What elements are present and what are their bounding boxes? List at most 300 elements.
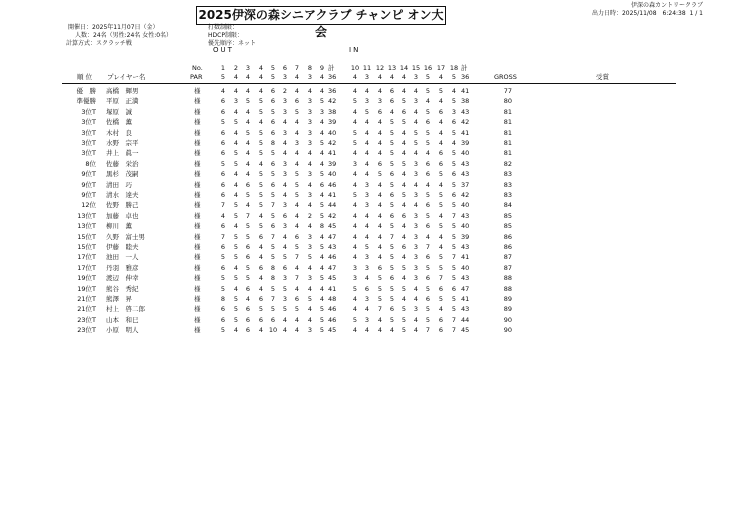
printed-at: 2025/11/08 6:24:38 bbox=[621, 10, 686, 17]
out-total: 46 bbox=[328, 253, 337, 262]
score-in: 4 bbox=[413, 149, 419, 158]
score-out: 4 bbox=[307, 149, 313, 158]
score-out: 6 bbox=[245, 284, 251, 293]
score-out: 5 bbox=[270, 170, 276, 179]
hole-number-in: 15 bbox=[411, 64, 421, 72]
score-out: 7 bbox=[245, 211, 251, 220]
honorific: 様 bbox=[194, 170, 201, 179]
score-out: 5 bbox=[220, 274, 226, 283]
score-in: 3 bbox=[364, 253, 370, 262]
score-out: 5 bbox=[294, 243, 300, 251]
score-out: 5 bbox=[233, 305, 239, 314]
score-in: 4 bbox=[352, 170, 358, 179]
score-out: 5 bbox=[233, 201, 239, 210]
rank-cell: 19位T bbox=[77, 274, 96, 283]
score-out: 3 bbox=[282, 295, 288, 303]
score-in: 5 bbox=[425, 263, 431, 272]
score-in: 4 bbox=[364, 326, 370, 335]
score-in: 5 bbox=[451, 305, 457, 314]
par-in: 4 bbox=[352, 73, 358, 81]
score-out: 5 bbox=[233, 295, 239, 303]
honorific: 様 bbox=[194, 211, 201, 220]
rank-cell: 13位T bbox=[77, 211, 96, 220]
score-out: 5 bbox=[258, 191, 264, 199]
score-out: 3 bbox=[233, 97, 239, 106]
score-out: 4 bbox=[258, 326, 264, 335]
score-out: 5 bbox=[245, 263, 251, 272]
score-out: 4 bbox=[294, 222, 300, 231]
score-out: 3 bbox=[282, 107, 288, 116]
score-in: 6 bbox=[389, 305, 395, 314]
in-total: 43 bbox=[461, 243, 470, 251]
hole-number-out: 1 bbox=[220, 64, 226, 72]
score-in: 4 bbox=[352, 326, 358, 335]
out-total: 42 bbox=[328, 97, 337, 106]
score-out: 3 bbox=[307, 139, 313, 147]
score-in: 4 bbox=[413, 284, 419, 293]
score-out: 4 bbox=[258, 274, 264, 283]
score-in: 4 bbox=[352, 232, 358, 241]
rank-cell: 21位T bbox=[77, 305, 96, 314]
player-name: 久野 富士男 bbox=[106, 232, 145, 241]
rank-cell: 15位T bbox=[77, 243, 96, 251]
rank-cell: 17位T bbox=[77, 263, 96, 272]
score-in: 5 bbox=[451, 128, 457, 137]
score-in: 4 bbox=[401, 274, 407, 283]
score-in: 3 bbox=[364, 201, 370, 210]
table-row bbox=[0, 263, 750, 273]
hole-number-out: 4 bbox=[258, 64, 264, 72]
honorific: 様 bbox=[194, 191, 201, 199]
score-in: 4 bbox=[352, 87, 358, 95]
honorific: 様 bbox=[194, 222, 201, 231]
score-in: 5 bbox=[389, 263, 395, 272]
score-in: 4 bbox=[451, 87, 457, 95]
score-in: 3 bbox=[413, 222, 419, 231]
score-out: 4 bbox=[258, 211, 264, 220]
in-total: 40 bbox=[461, 149, 470, 158]
score-in: 7 bbox=[377, 305, 383, 314]
out-total-header: 計 bbox=[328, 64, 335, 72]
score-in: 4 bbox=[401, 128, 407, 137]
honorific: 様 bbox=[194, 263, 201, 272]
in-total: 39 bbox=[461, 232, 470, 241]
par-out: 4 bbox=[233, 73, 239, 81]
score-out: 4 bbox=[282, 118, 288, 127]
score-out: 4 bbox=[307, 159, 313, 168]
score-out: 4 bbox=[294, 118, 300, 127]
score-in: 3 bbox=[451, 107, 457, 116]
gross-score: 81 bbox=[503, 139, 512, 147]
par-out: 4 bbox=[258, 73, 264, 81]
score-in: 5 bbox=[425, 128, 431, 137]
score-in: 6 bbox=[425, 170, 431, 179]
score-out: 5 bbox=[233, 159, 239, 168]
score-in: 5 bbox=[438, 170, 444, 179]
gross-header: GROSS bbox=[494, 73, 517, 81]
score-in: 4 bbox=[438, 232, 444, 241]
score-out: 7 bbox=[270, 232, 276, 241]
player-name: 佐野 勝己 bbox=[106, 201, 139, 210]
player-name: 丹羽 雅彦 bbox=[106, 263, 139, 272]
score-out: 3 bbox=[282, 128, 288, 137]
table-row bbox=[0, 221, 750, 231]
score-in: 4 bbox=[352, 305, 358, 314]
in-total: 42 bbox=[461, 118, 470, 127]
score-out: 4 bbox=[233, 180, 239, 189]
score-out: 6 bbox=[270, 180, 276, 189]
score-out: 5 bbox=[233, 149, 239, 158]
score-out: 6 bbox=[270, 159, 276, 168]
score-out: 6 bbox=[220, 128, 226, 137]
rank-cell: 3位T bbox=[81, 107, 96, 116]
rank-cell: 9位T bbox=[81, 180, 96, 189]
score-in: 6 bbox=[451, 284, 457, 293]
player-name: 山本 和巳 bbox=[106, 315, 139, 324]
score-out: 5 bbox=[319, 243, 325, 251]
table-row bbox=[0, 325, 750, 335]
score-out: 4 bbox=[294, 128, 300, 137]
score-in: 4 bbox=[352, 222, 358, 231]
player-name: 佐橋 薫 bbox=[106, 118, 132, 127]
table-row bbox=[0, 190, 750, 200]
player-name: 塚原 誠 bbox=[106, 107, 132, 116]
score-in: 6 bbox=[401, 211, 407, 220]
par-out: 4 bbox=[319, 73, 325, 81]
score-in: 5 bbox=[438, 222, 444, 231]
score-in: 3 bbox=[352, 274, 358, 283]
score-out: 4 bbox=[319, 295, 325, 303]
score-in: 4 bbox=[401, 222, 407, 231]
in-total: 40 bbox=[461, 222, 470, 231]
hole-number-in: 11 bbox=[362, 64, 372, 72]
score-in: 5 bbox=[425, 191, 431, 199]
score-out: 8 bbox=[220, 295, 226, 303]
score-in: 6 bbox=[438, 149, 444, 158]
score-in: 4 bbox=[401, 180, 407, 189]
score-in: 6 bbox=[438, 284, 444, 293]
score-in: 5 bbox=[389, 284, 395, 293]
out-total: 36 bbox=[328, 87, 337, 95]
score-out: 4 bbox=[282, 149, 288, 158]
score-out: 5 bbox=[319, 305, 325, 314]
hole-number-out: 3 bbox=[245, 64, 251, 72]
player-name: 黒杉 茂嗣 bbox=[106, 170, 139, 179]
score-out: 5 bbox=[319, 326, 325, 335]
score-out: 4 bbox=[258, 284, 264, 293]
hole-number-out: 5 bbox=[270, 64, 276, 72]
score-in: 4 bbox=[364, 139, 370, 147]
score-in: 5 bbox=[451, 232, 457, 241]
score-in: 5 bbox=[451, 222, 457, 231]
score-in: 4 bbox=[413, 180, 419, 189]
score-out: 5 bbox=[294, 180, 300, 189]
score-in: 5 bbox=[451, 97, 457, 106]
in-total: 38 bbox=[461, 97, 470, 106]
score-in: 3 bbox=[413, 170, 419, 179]
score-in: 4 bbox=[364, 222, 370, 231]
score-in: 4 bbox=[377, 222, 383, 231]
rank-cell: 3位T bbox=[81, 118, 96, 127]
table-row bbox=[0, 117, 750, 127]
out-label: OUT bbox=[213, 46, 234, 54]
score-in: 3 bbox=[413, 305, 419, 314]
score-out: 3 bbox=[282, 274, 288, 283]
score-out: 6 bbox=[220, 97, 226, 106]
player-name: 佐藤 栄治 bbox=[106, 159, 139, 168]
score-out: 4 bbox=[294, 211, 300, 220]
rank-cell: 13位T bbox=[77, 222, 96, 231]
score-out: 4 bbox=[294, 201, 300, 210]
score-out: 3 bbox=[307, 107, 313, 116]
score-out: 5 bbox=[294, 107, 300, 116]
honorific: 様 bbox=[194, 232, 201, 241]
out-total: 48 bbox=[328, 295, 337, 303]
score-out: 5 bbox=[233, 118, 239, 127]
hole-number-in: 14 bbox=[399, 64, 409, 72]
score-in: 4 bbox=[389, 107, 395, 116]
score-in: 6 bbox=[425, 201, 431, 210]
in-total: 42 bbox=[461, 191, 470, 199]
score-out: 2 bbox=[307, 211, 313, 220]
score-in: 5 bbox=[389, 118, 395, 127]
score-out: 5 bbox=[270, 305, 276, 314]
score-in: 5 bbox=[438, 191, 444, 199]
page-number: 1 / 1 bbox=[689, 10, 703, 17]
score-out: 6 bbox=[220, 170, 226, 179]
score-in: 4 bbox=[438, 243, 444, 251]
score-in: 4 bbox=[377, 149, 383, 158]
score-in: 7 bbox=[451, 326, 457, 335]
honorific: 様 bbox=[194, 97, 201, 106]
score-out: 6 bbox=[220, 305, 226, 314]
out-total: 43 bbox=[328, 243, 337, 251]
score-in: 4 bbox=[364, 118, 370, 127]
score-in: 4 bbox=[377, 180, 383, 189]
score-out: 6 bbox=[245, 180, 251, 189]
score-in: 7 bbox=[451, 211, 457, 220]
score-out: 5 bbox=[258, 139, 264, 147]
score-in: 3 bbox=[364, 180, 370, 189]
score-out: 6 bbox=[220, 107, 226, 116]
score-out: 3 bbox=[282, 97, 288, 106]
gross-score: 86 bbox=[503, 243, 512, 251]
score-out: 4 bbox=[282, 326, 288, 335]
in-total: 39 bbox=[461, 139, 470, 147]
score-in: 6 bbox=[451, 170, 457, 179]
out-total: 38 bbox=[328, 107, 337, 116]
score-out: 5 bbox=[319, 315, 325, 324]
score-out: 3 bbox=[282, 222, 288, 231]
score-in: 7 bbox=[425, 326, 431, 335]
table-row bbox=[0, 107, 750, 117]
score-out: 5 bbox=[233, 232, 239, 241]
in-total: 43 bbox=[461, 107, 470, 116]
score-in: 4 bbox=[425, 97, 431, 106]
score-in: 4 bbox=[352, 253, 358, 262]
score-in: 4 bbox=[438, 97, 444, 106]
score-out: 5 bbox=[282, 305, 288, 314]
honorific: 様 bbox=[194, 118, 201, 127]
honorific: 様 bbox=[194, 243, 201, 251]
score-in: 4 bbox=[413, 315, 419, 324]
honorific: 様 bbox=[194, 305, 201, 314]
rank-cell: 準優勝 bbox=[76, 97, 96, 106]
score-in: 3 bbox=[413, 159, 419, 168]
score-out: 8 bbox=[270, 263, 276, 272]
score-out: 5 bbox=[245, 128, 251, 137]
in-total: 43 bbox=[461, 159, 470, 168]
in-total-header: 計 bbox=[461, 64, 468, 72]
score-out: 5 bbox=[319, 201, 325, 210]
printed-label: 出力日時： bbox=[591, 10, 622, 17]
score-out: 4 bbox=[282, 315, 288, 324]
in-total: 40 bbox=[461, 201, 470, 210]
score-in: 5 bbox=[352, 139, 358, 147]
score-in: 5 bbox=[451, 149, 457, 158]
score-in: 4 bbox=[401, 295, 407, 303]
player-name: 清水 達夫 bbox=[106, 191, 139, 199]
score-out: 5 bbox=[270, 284, 276, 293]
score-in: 5 bbox=[425, 315, 431, 324]
out-total: 40 bbox=[328, 170, 337, 179]
score-out: 4 bbox=[282, 180, 288, 189]
score-out: 4 bbox=[307, 263, 313, 272]
score-in: 6 bbox=[389, 87, 395, 95]
in-total: 43 bbox=[461, 305, 470, 314]
report-title: 2025伊深の森シニアクラブ チャンピ オン大会 bbox=[196, 6, 446, 25]
honorific: 様 bbox=[194, 128, 201, 137]
hole-number-in: 18 bbox=[449, 64, 459, 72]
table-row bbox=[0, 86, 750, 96]
score-out: 5 bbox=[319, 211, 325, 220]
out-total: 47 bbox=[328, 263, 337, 272]
score-out: 4 bbox=[294, 159, 300, 168]
hole-number-in: 17 bbox=[436, 64, 446, 72]
out-total: 46 bbox=[328, 180, 337, 189]
out-total: 39 bbox=[328, 118, 337, 127]
in-total: 45 bbox=[461, 326, 470, 335]
par-out: 4 bbox=[294, 73, 300, 81]
score-in: 5 bbox=[401, 191, 407, 199]
out-total: 47 bbox=[328, 232, 337, 241]
score-in: 5 bbox=[401, 315, 407, 324]
gross-score: 85 bbox=[503, 211, 512, 220]
score-in: 4 bbox=[438, 128, 444, 137]
score-out: 5 bbox=[319, 97, 325, 106]
score-out: 6 bbox=[245, 326, 251, 335]
score-in: 5 bbox=[451, 295, 457, 303]
score-in: 5 bbox=[438, 253, 444, 262]
score-in: 6 bbox=[377, 159, 383, 168]
score-in: 4 bbox=[364, 87, 370, 95]
score-in: 5 bbox=[389, 295, 395, 303]
score-out: 4 bbox=[282, 191, 288, 199]
score-in: 4 bbox=[364, 149, 370, 158]
score-out: 4 bbox=[307, 87, 313, 95]
honorific: 様 bbox=[194, 149, 201, 158]
score-out: 4 bbox=[319, 118, 325, 127]
score-out: 6 bbox=[220, 243, 226, 251]
score-out: 4 bbox=[258, 243, 264, 251]
score-in: 7 bbox=[438, 274, 444, 283]
score-out: 4 bbox=[319, 128, 325, 137]
honorific: 様 bbox=[194, 295, 201, 303]
score-out: 4 bbox=[233, 128, 239, 137]
score-out: 4 bbox=[319, 284, 325, 293]
in-total: 40 bbox=[461, 263, 470, 272]
score-in: 4 bbox=[438, 180, 444, 189]
gross-score: 89 bbox=[503, 305, 512, 314]
score-in: 4 bbox=[352, 211, 358, 220]
score-out: 6 bbox=[220, 263, 226, 272]
score-in: 5 bbox=[389, 149, 395, 158]
score-out: 3 bbox=[307, 274, 313, 283]
score-out: 3 bbox=[307, 232, 313, 241]
score-out: 6 bbox=[245, 305, 251, 314]
player-header: プレイヤー名 bbox=[107, 73, 146, 81]
gross-score: 83 bbox=[503, 170, 512, 179]
honorific: 様 bbox=[194, 284, 201, 293]
score-in: 7 bbox=[451, 253, 457, 262]
par-out: 5 bbox=[220, 73, 226, 81]
no-header: No. bbox=[192, 64, 203, 72]
par-out: 4 bbox=[245, 73, 251, 81]
hole-number-out: 6 bbox=[282, 64, 288, 72]
score-in: 3 bbox=[413, 97, 419, 106]
score-out: 4 bbox=[233, 326, 239, 335]
score-out: 4 bbox=[307, 305, 313, 314]
table-row bbox=[0, 252, 750, 262]
score-in: 3 bbox=[413, 232, 419, 241]
gross-score: 84 bbox=[503, 201, 512, 210]
honorific: 様 bbox=[194, 326, 201, 335]
score-in: 4 bbox=[352, 295, 358, 303]
score-in: 3 bbox=[364, 295, 370, 303]
score-in: 4 bbox=[413, 201, 419, 210]
rank-cell: 9位T bbox=[81, 191, 96, 199]
par-out-total: 36 bbox=[328, 73, 337, 81]
score-in: 6 bbox=[451, 191, 457, 199]
score-out: 5 bbox=[233, 211, 239, 220]
score-in: 5 bbox=[364, 107, 370, 116]
score-out: 5 bbox=[270, 211, 276, 220]
club-name: 伊深の森カントリークラブ bbox=[630, 2, 703, 9]
rank-cell: 23位T bbox=[77, 326, 96, 335]
score-out: 4 bbox=[245, 170, 251, 179]
score-out: 4 bbox=[294, 87, 300, 95]
score-out: 3 bbox=[307, 243, 313, 251]
score-out: 3 bbox=[307, 118, 313, 127]
score-out: 6 bbox=[220, 222, 226, 231]
score-out: 5 bbox=[270, 149, 276, 158]
rank-cell: 17位T bbox=[77, 253, 96, 262]
score-in: 5 bbox=[377, 284, 383, 293]
honorific: 様 bbox=[194, 159, 201, 168]
score-out: 4 bbox=[258, 118, 264, 127]
score-in: 6 bbox=[438, 159, 444, 168]
score-out: 5 bbox=[258, 107, 264, 116]
score-out: 4 bbox=[319, 87, 325, 95]
out-total: 42 bbox=[328, 211, 337, 220]
score-in: 5 bbox=[401, 159, 407, 168]
score-out: 4 bbox=[282, 232, 288, 241]
honorific: 様 bbox=[194, 315, 201, 324]
score-in: 4 bbox=[389, 326, 395, 335]
score-out: 6 bbox=[270, 222, 276, 231]
gross-score: 86 bbox=[503, 232, 512, 241]
score-in: 3 bbox=[364, 97, 370, 106]
